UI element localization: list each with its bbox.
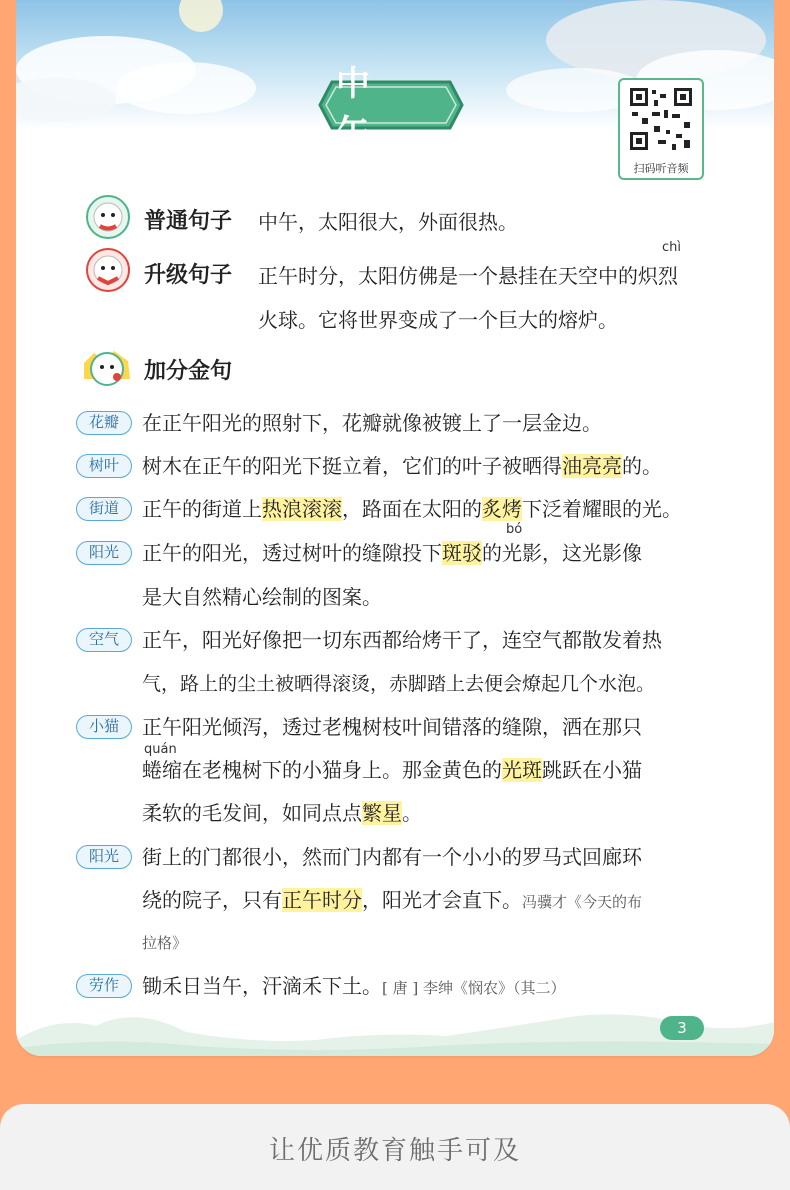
text-segment: ，路面在太阳的 <box>342 497 482 521</box>
snowman-avatar-icon <box>86 248 130 292</box>
text-segment: 正午，阳光好像把一切东西都给烤干了，连空气都散发着热 <box>142 628 662 652</box>
page-title: 中 午 <box>336 64 390 153</box>
tag-sunlight: 阳光 <box>76 541 132 565</box>
page-card <box>16 0 774 1056</box>
tag-sunlight: 阳光 <box>76 845 132 869</box>
highlight-word: 光斑 <box>502 758 542 782</box>
golden-line <box>142 496 682 522</box>
footer-bar <box>0 1104 790 1190</box>
title-banner <box>316 64 466 153</box>
upgrade-sentence-line-2: 火球。它将世界变成了一个巨大的熔炉。 <box>258 308 618 332</box>
text-segment: 绕的院子，只有 <box>142 888 282 912</box>
text-segment: 柔软的毛发间，如同点点 <box>142 801 362 825</box>
upgrade-sentence-line-1: 正午时分，太阳仿佛是一个悬挂在天空中的炽烈 <box>258 264 678 288</box>
text-segment: 街上的门都很小，然而门内都有一个小小的罗马式回廊环 <box>142 845 642 869</box>
source-citation: 拉格》 <box>142 934 188 952</box>
golden-heading: 加分金句 <box>144 359 233 384</box>
source-citation: [ 唐 ] 李绅《悯农》（其二） <box>382 979 566 997</box>
text-segment: 的。 <box>622 454 662 478</box>
text-segment: 蜷缩在老槐树下的小猫身上。那金黄色的 <box>142 758 502 782</box>
golden-line <box>142 714 642 740</box>
golden-line <box>142 930 187 956</box>
highlight-word: 繁星 <box>362 801 402 825</box>
normal-sentence-text: 中午，太阳很大，外面很热。 <box>258 210 518 234</box>
text-segment: 气，路上的尘土被晒得滚烫，赤脚踏上去便会燎起几个水泡。 <box>142 673 656 695</box>
text-segment: 下泛着耀眼的光。 <box>522 497 682 521</box>
golden-line <box>142 757 642 783</box>
qr-code-icon[interactable] <box>628 86 694 152</box>
golden-line <box>142 584 382 610</box>
highlight-word: 油亮亮 <box>562 454 622 478</box>
pinyin-chi: chì <box>662 240 681 255</box>
source-citation: 冯骥才《今天的布 <box>522 893 643 911</box>
golden-line <box>142 627 662 653</box>
text-segment: 跳跃在小猫 <box>542 758 642 782</box>
page-number: 3 <box>660 1016 704 1040</box>
qr-label: 扫码听音频 <box>633 162 689 175</box>
golden-line <box>142 410 602 436</box>
golden-line <box>142 453 662 479</box>
text-segment: 锄禾日当午，汗滴禾下土。 <box>142 974 382 998</box>
highlight-word: 热浪滚滚 <box>262 497 342 521</box>
tag-air: 空气 <box>76 628 132 652</box>
text-segment: 正午的街道上 <box>142 497 262 521</box>
golden-line <box>142 844 642 870</box>
text-segment: 正午的阳光，透过树叶的缝隙投下 <box>142 541 442 565</box>
golden-line <box>142 671 655 697</box>
snowman-avatar-icon <box>86 195 130 239</box>
snowman-avatar-icon <box>80 345 134 391</box>
tag-kitten: 小猫 <box>76 715 132 739</box>
upgrade-sentence-label: 升级句子 <box>144 263 233 288</box>
footer-slogan: 让优质教育触手可及 <box>268 1136 521 1166</box>
text-segment: 的光影，这光影像 <box>482 541 642 565</box>
tag-petal: 花瓣 <box>76 411 132 435</box>
text-segment: 树木在正午的阳光下挺立着，它们的叶子被晒得 <box>142 454 562 478</box>
text-segment: 在正午阳光的照射下，花瓣就像被镀上了一层金边。 <box>142 411 602 435</box>
golden-line <box>142 540 642 566</box>
pinyin-bo: bó <box>506 522 523 537</box>
normal-sentence-label: 普通句子 <box>144 209 233 234</box>
highlight-word: 斑驳 <box>442 541 482 565</box>
qr-code-card[interactable] <box>618 78 704 180</box>
highlight-word: 正午时分 <box>282 888 362 912</box>
text-segment: ，阳光才会直下。 <box>362 888 522 912</box>
tag-leaf: 树叶 <box>76 454 132 478</box>
pinyin-quan: quán <box>144 742 177 757</box>
text-segment: 。 <box>402 801 422 825</box>
text-segment: 正午阳光倾泻，透过老槐树枝叶间错落的缝隙，洒在那只 <box>142 715 642 739</box>
tag-street: 街道 <box>76 497 132 521</box>
highlight-word: 炙烤 <box>482 497 522 521</box>
text-segment: 是大自然精心绘制的图案。 <box>142 585 382 609</box>
golden-line <box>142 887 642 915</box>
golden-line <box>142 800 422 826</box>
tag-labor: 劳作 <box>76 974 132 998</box>
